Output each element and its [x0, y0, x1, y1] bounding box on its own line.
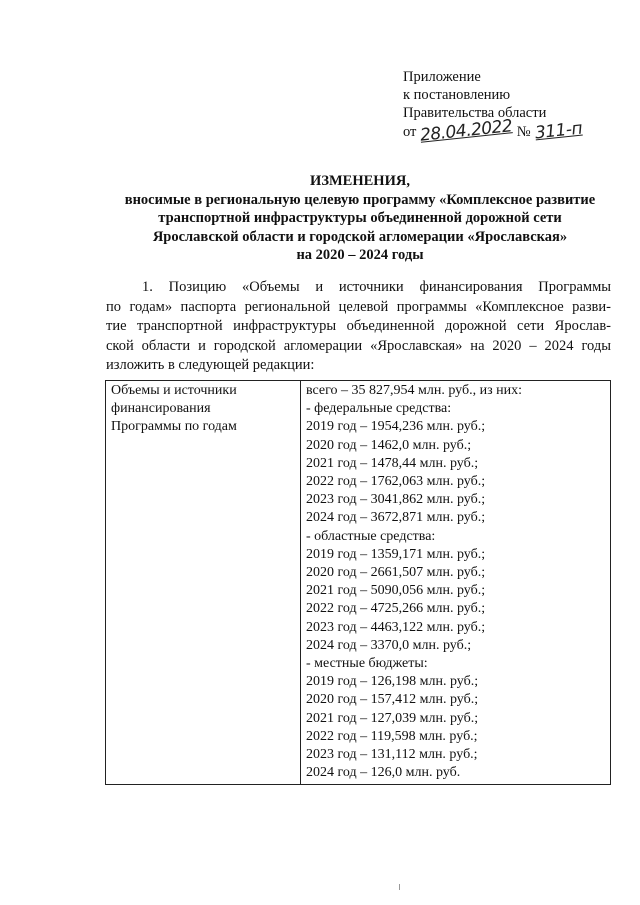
number-sign: № — [516, 124, 531, 140]
handwritten-number: 311-п — [533, 118, 583, 144]
value-line: 2021 год – 127,039 млн. руб.; — [306, 710, 479, 726]
financing-table — [105, 380, 611, 785]
label-cell — [106, 381, 301, 785]
appendix-date-line — [403, 116, 583, 146]
title-line-5: на 2020 – 2024 годы — [296, 247, 424, 263]
date-prefix: от — [403, 124, 417, 140]
value-line: 2021 год – 1478,44 млн. руб.; — [306, 455, 479, 471]
value-line: 2020 год – 157,412 млн. руб.; — [306, 692, 479, 708]
value-line: всего – 35 827,954 млн. руб., из них: — [306, 383, 523, 398]
paragraph-line-4: ской области и городской агломерации «Ярославская» на 2020 – 2024 годы — [106, 337, 611, 354]
label-line-2: финансирования — [111, 401, 211, 417]
value-line: 2024 год – 3370,0 млн. руб.; — [306, 637, 472, 653]
value-line: 2021 год – 5090,056 млн. руб.; — [306, 583, 486, 599]
value-line: 2024 год – 126,0 млн. руб. — [306, 765, 461, 781]
value-line: 2023 год – 4463,122 млн. руб.; — [306, 619, 486, 635]
value-line: 2022 год – 4725,266 млн. руб.; — [306, 601, 486, 617]
title-line-3: транспортной инфраструктуры объединенной дорожной сети — [158, 210, 562, 226]
title-line-4: Ярославской области и городской агломерации «Ярославская» — [152, 228, 568, 245]
label-line-1: Объемы и источники — [111, 383, 237, 398]
handwritten-date: 28.04.2022 — [419, 116, 514, 146]
values-cell — [301, 381, 611, 785]
label-line-3: Программы по годам — [111, 419, 237, 435]
appendix-line-1: Приложение — [403, 69, 481, 85]
value-line: 2019 год – 1359,171 млн. руб.; — [306, 546, 486, 562]
paragraph-line-5: изложить в следующей редакции: — [106, 357, 315, 373]
value-line: 2022 год – 119,598 млн. руб.; — [306, 728, 478, 744]
value-line: 2024 год – 3672,871 млн. руб.; — [306, 510, 486, 526]
value-line: 2022 год – 1762,063 млн. руб.; — [306, 474, 486, 490]
value-line: - местные бюджеты: — [306, 656, 428, 672]
body-paragraph — [106, 278, 611, 376]
value-line: 2023 год – 3041,862 млн. руб.; — [306, 492, 486, 508]
paragraph-line-1: 1. Позицию «Объемы и источники финансирования Программы — [142, 279, 611, 295]
value-line: 2019 год – 126,198 млн. руб.; — [306, 674, 479, 690]
value-line: 2020 год – 1462,0 млн. руб.; — [306, 437, 472, 453]
title-line-2: вносимые в региональную целевую программу «Комплексное развитие — [124, 191, 596, 208]
appendix-header — [403, 68, 583, 146]
value-line: - федеральные средства: — [306, 401, 452, 417]
table-row — [106, 381, 611, 785]
document-title — [100, 172, 620, 265]
value-line: - областные средства: — [306, 528, 436, 544]
value-line: 2023 год – 131,112 млн. руб.; — [306, 747, 478, 763]
value-line: 2019 год – 1954,236 млн. руб.; — [306, 419, 486, 435]
appendix-line-2: к постановлению — [403, 87, 511, 103]
title-line-1: ИЗМЕНЕНИЯ, — [310, 173, 410, 189]
appendix-line-3: Правительства области — [403, 105, 547, 121]
paragraph-line-2: по годам» паспорта региональной целевой программы «Комплексное разви- — [106, 298, 611, 315]
page-mark — [399, 884, 400, 890]
value-line: 2020 год – 2661,507 млн. руб.; — [306, 565, 486, 581]
paragraph-line-3: тие транспортной инфраструктуры объединенной дорожной сети Ярослав- — [106, 318, 611, 334]
